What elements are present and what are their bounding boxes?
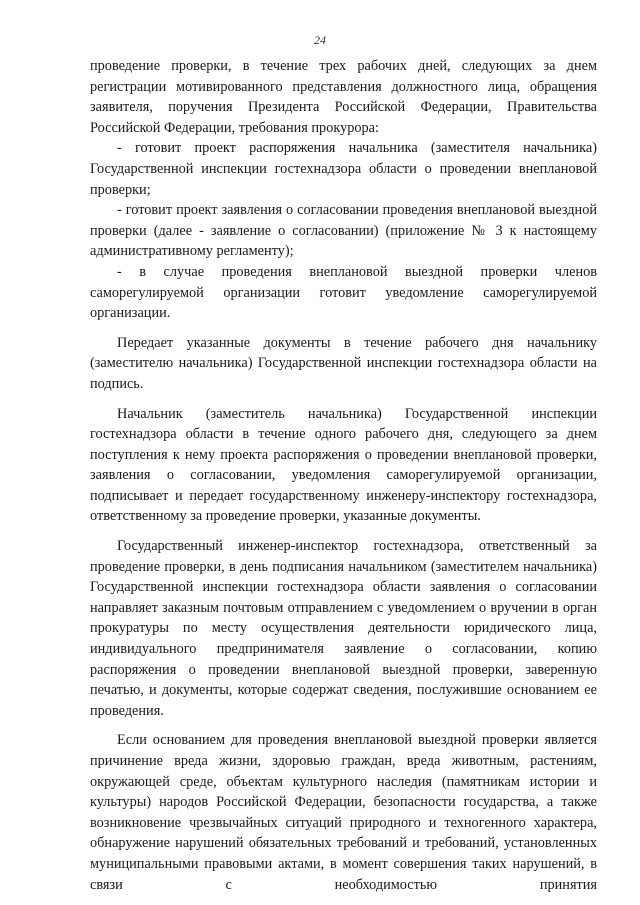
paragraph: - в случае проведения внеплановой выездной проверки членов саморегулируемой организации готовит уведомление саморегулируемой организации. [90,263,597,322]
paragraph: - готовит проект заявления о согласовании проведения внеплановой выездной проверки (далее - заявление о согласовании) (приложение № 3 к настоящему административному регламенту); [90,202,597,260]
paragraph: проведение проверки, в течение трех рабочих дней, следующих за днем регистрации мотивированного представления должностного лица, обращения заявителя, поручения Президента Российской Федерации, Правительства Российской Федерации, требования прокурора: [90,58,597,136]
paragraph: - готовит проект распоряжения начальника (заместителя начальника) Государственной инспекции гостехнадзора области о проведении внеплановой проверки; [90,140,597,198]
document-body [90,56,597,895]
paragraph: Передает указанные документы в течение рабочего дня начальнику (заместителю начальника) Государственной инспекции гостехнадзора области на подпись. [90,334,597,392]
paragraph: Государственный инженер-инспектор гостехнадзора, ответственный за проведение проверки, в день подписания начальником (заместителем начальника) Государственной инспекции гостехнадзора области заявления о согласовании направляет заказным почтовым отправлением с уведомлением о вручении в орган прокуратуры по месту осуществления деятельности юридического лица, индивидуального предпринимателя заявление о согласовании, копию распоряжения о проведении внеплановой выездной проверки, заверенную печатью, и документы, которые содержат сведения, послужившие основанием ее проведения. [90,538,597,719]
paragraph: Начальник (заместитель начальника) Государственной инспекции гостехнадзора области в течение одного рабочего дня, следующего за днем поступления к нему проекта распоряжения о проведении внеплановой проверки, заявления о согласовании, уведомления саморегулируемой организации, подписывает и передает государственному инженеру-инспектору гостехнадзора, ответственному за проведение проверки, указанные документы. [90,405,597,525]
paragraph: Если основанием для проведения внеплановой выездной проверки является причинение вреда жизни, здоровью граждан, вреда животным, растениям, окружающей среде, объектам культурного наследия (памятникам истории и культуры) народов Российской Федерации, безопасности государства, а также возникновение чрезвычайных ситуаций природного и техногенного характера, обнаружение нарушений обязательных требований и требований, установленных муниципальными правовыми актами, в момент совершения таких нарушений, в связи с необходимостью принятия [90,732,597,893]
page-number: 24 [314,33,326,47]
